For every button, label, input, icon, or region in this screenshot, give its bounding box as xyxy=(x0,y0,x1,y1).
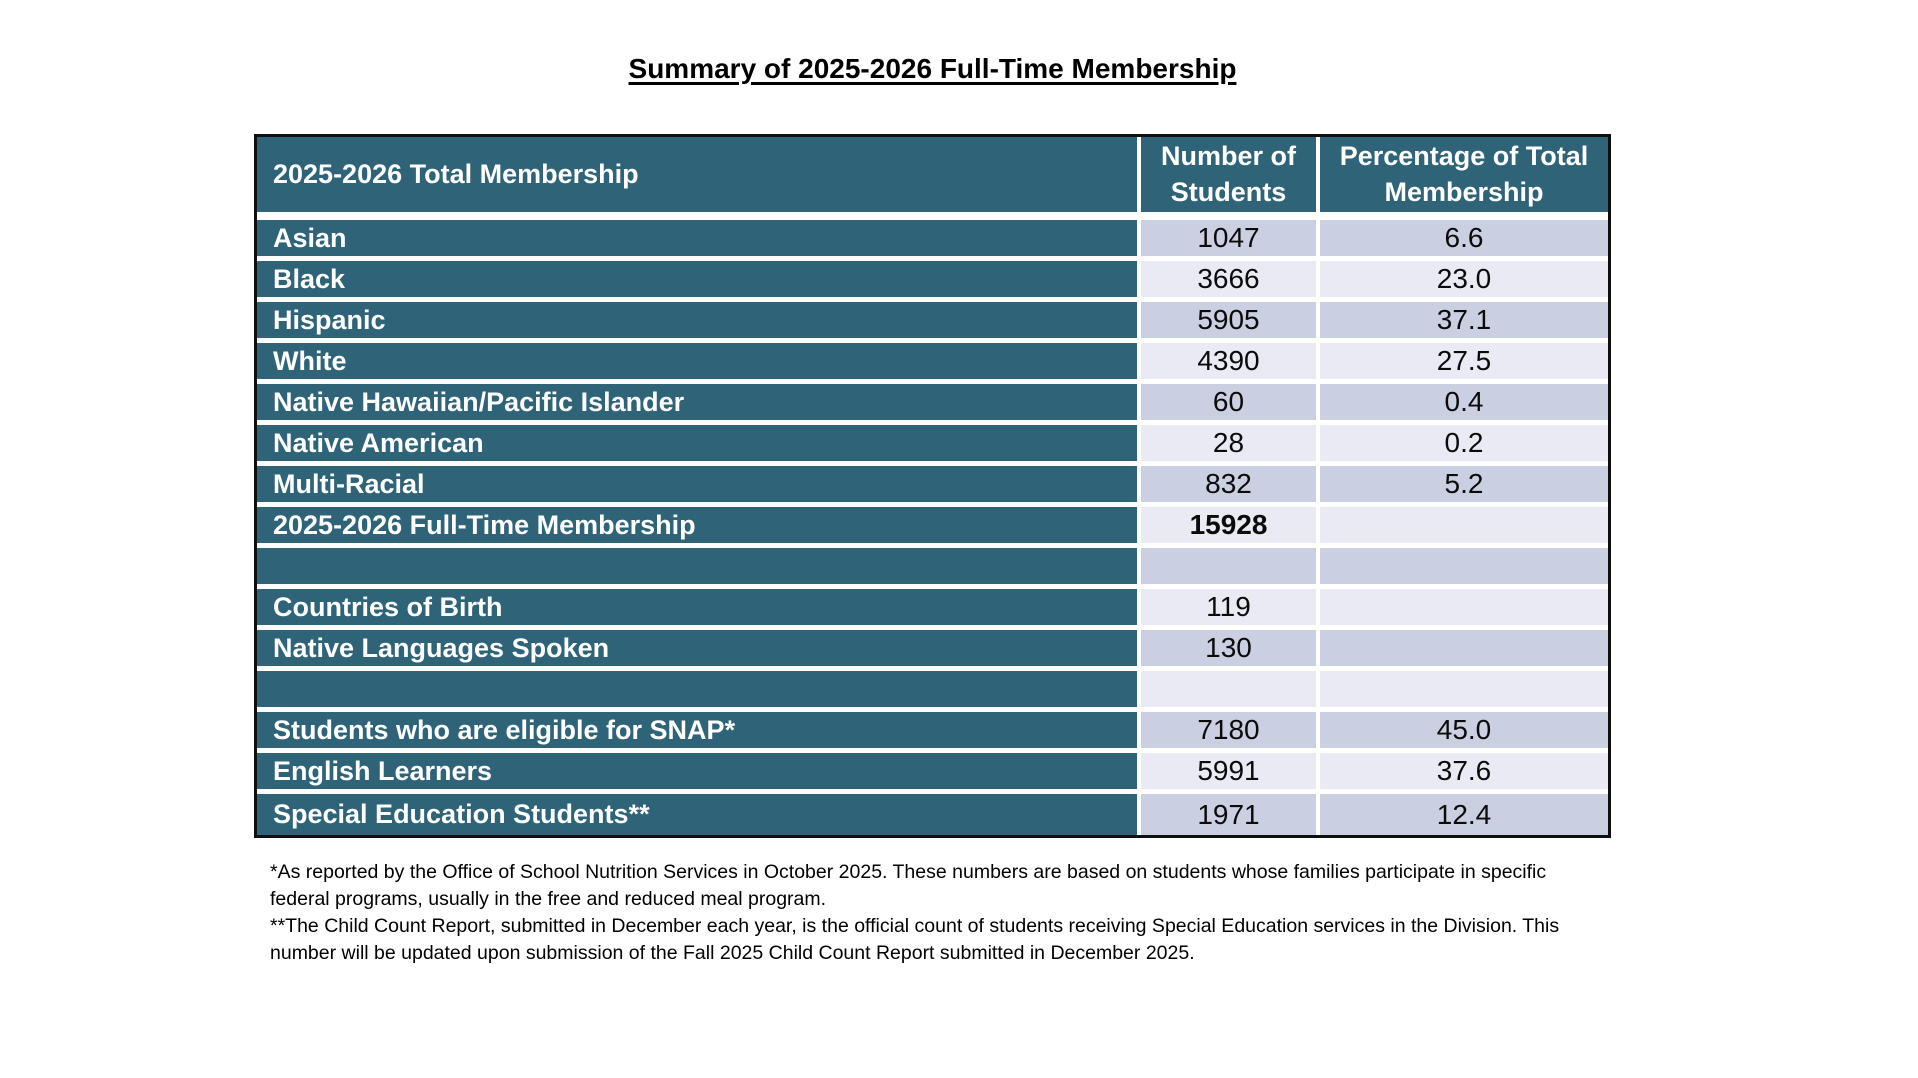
row-percentage xyxy=(1320,589,1608,630)
page-title: Summary of 2025-2026 Full-Time Membership xyxy=(628,53,1237,84)
row-label: Countries of Birth xyxy=(257,589,1141,630)
row-number-of-students: 5991 xyxy=(1141,753,1320,794)
row-percentage: 0.2 xyxy=(1320,425,1608,466)
row-percentage: 23.0 xyxy=(1320,261,1608,302)
table-row xyxy=(257,220,1608,261)
row-percentage: 6.6 xyxy=(1320,220,1608,261)
row-label: Hispanic xyxy=(257,302,1141,343)
row-number-of-students: 28 xyxy=(1141,425,1320,466)
row-label: Asian xyxy=(257,220,1141,261)
row-label: 2025-2026 Full-Time Membership xyxy=(257,507,1141,548)
membership-table-frame xyxy=(254,134,1611,838)
table-row xyxy=(257,753,1608,794)
table-row xyxy=(257,343,1608,384)
row-number-of-students: 130 xyxy=(1141,630,1320,671)
column-header-percentage-of-total-membership: Percentage of Total Membership xyxy=(1320,137,1608,220)
row-number-of-students xyxy=(1141,671,1320,712)
row-label: Students who are eligible for SNAP* xyxy=(257,712,1141,753)
table-row xyxy=(257,261,1608,302)
row-percentage xyxy=(1320,630,1608,671)
membership-table-header xyxy=(257,137,1608,220)
row-percentage: 12.4 xyxy=(1320,794,1608,835)
footnote-child-count: **The Child Count Report, submitted in December each year, is the official count of students receiving Special Education services in the Division. This number will be updated upon submission of the Fall 2025 Child Count Report submitted in December 2025. xyxy=(270,915,1560,964)
footnote-snap: *As reported by the Office of School Nutrition Services in October 2025. These numbers are based on students whose families participate in specific federal programs, usually in the free and reduced meal program. xyxy=(270,861,1547,910)
membership-table-body xyxy=(257,220,1608,835)
table-row xyxy=(257,425,1608,466)
row-label xyxy=(257,548,1141,589)
row-percentage: 0.4 xyxy=(1320,384,1608,425)
table-row xyxy=(257,589,1608,630)
row-label: Black xyxy=(257,261,1141,302)
row-number-of-students: 4390 xyxy=(1141,343,1320,384)
footnotes xyxy=(254,859,1599,967)
row-number-of-students: 5905 xyxy=(1141,302,1320,343)
row-label: Native Hawaiian/Pacific Islander xyxy=(257,384,1141,425)
row-number-of-students: 15928 xyxy=(1141,507,1320,548)
row-percentage: 37.1 xyxy=(1320,302,1608,343)
row-label: English Learners xyxy=(257,753,1141,794)
row-percentage xyxy=(1320,507,1608,548)
table-row xyxy=(257,794,1608,835)
table-row xyxy=(257,712,1608,753)
row-label: Native Languages Spoken xyxy=(257,630,1141,671)
report-page xyxy=(254,0,1611,967)
row-percentage: 37.6 xyxy=(1320,753,1608,794)
row-percentage: 27.5 xyxy=(1320,343,1608,384)
column-header-number-of-students: Number of Students xyxy=(1141,137,1320,220)
table-row xyxy=(257,384,1608,425)
header-row xyxy=(257,137,1608,220)
row-label: White xyxy=(257,343,1141,384)
row-number-of-students: 60 xyxy=(1141,384,1320,425)
column-header-total-membership: 2025-2026 Total Membership xyxy=(257,137,1141,220)
row-number-of-students: 119 xyxy=(1141,589,1320,630)
row-number-of-students xyxy=(1141,548,1320,589)
row-percentage: 45.0 xyxy=(1320,712,1608,753)
table-row xyxy=(257,548,1608,589)
table-row xyxy=(257,630,1608,671)
row-percentage xyxy=(1320,671,1608,712)
table-row xyxy=(257,302,1608,343)
row-number-of-students: 7180 xyxy=(1141,712,1320,753)
row-percentage: 5.2 xyxy=(1320,466,1608,507)
membership-table xyxy=(257,137,1608,835)
row-percentage xyxy=(1320,548,1608,589)
row-number-of-students: 832 xyxy=(1141,466,1320,507)
table-row xyxy=(257,671,1608,712)
row-label: Multi-Racial xyxy=(257,466,1141,507)
row-number-of-students: 3666 xyxy=(1141,261,1320,302)
row-label xyxy=(257,671,1141,712)
row-number-of-students: 1047 xyxy=(1141,220,1320,261)
row-label: Native American xyxy=(257,425,1141,466)
row-number-of-students: 1971 xyxy=(1141,794,1320,835)
table-row xyxy=(257,466,1608,507)
row-label: Special Education Students** xyxy=(257,794,1141,835)
table-row xyxy=(257,507,1608,548)
